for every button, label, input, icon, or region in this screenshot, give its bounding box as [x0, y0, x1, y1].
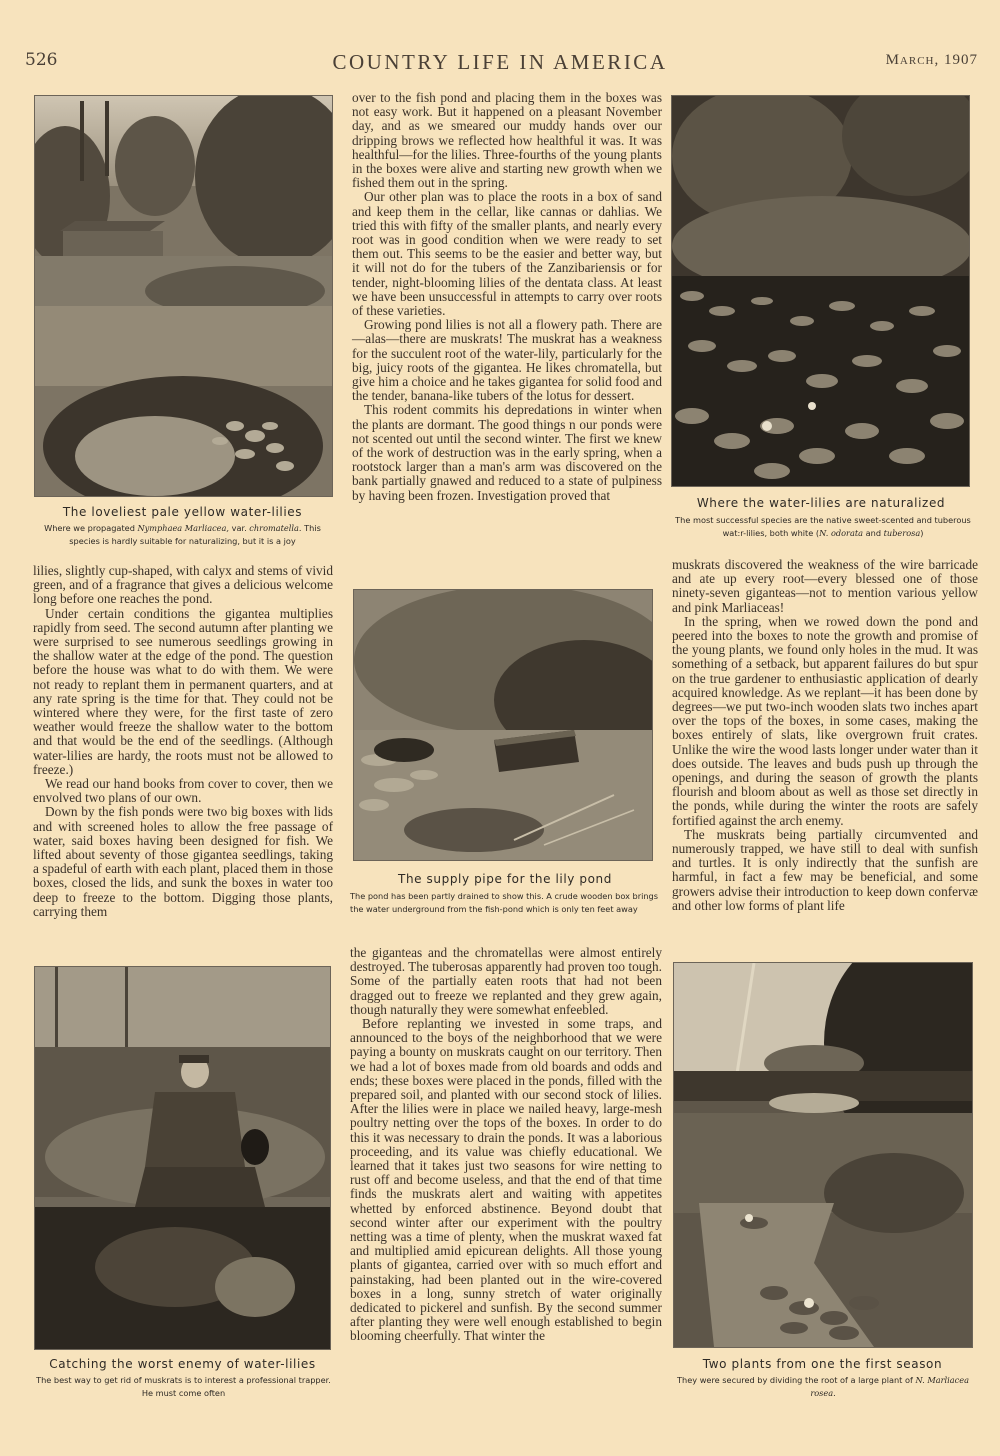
figure-caption: The best way to get rid of muskrats is to interest a professional trapper. He must come often: [36, 1375, 331, 1398]
paragraph: Under certain conditions the gigantea multiplies rapidly from seed. The second autumn after planting we were surprised to see numerous seedlings growing in the shallow water at the edge of the pond. The question before the house was what to do with them. We were not ready to replant them in permanent quarters, and at any rate spring is the time for that. They could not be wintered where they were, for the first taste of zero weather would freeze the shallow water to the bottom and that would be the end of the seedlings. (Although water-lilies are hardy, the roots must not be allowed to freeze.): [33, 605, 333, 777]
paragraph: Before replanting we invested in some traps, and announced to the boys of the neighborhood that we were paying a bounty on muskrats caught on our territory. Then we had a lot of boxes made from old boards and odds and ends; these boxes were placed in the ponds, filled with the prepared soil, and planted with our second stock of lilies. After the lilies were in place we nailed heavy, large-mesh poultry netting over the tops of the boxes. In order to do this it was necessary to drain the ponds. It was a laborious proceeding, and its value was chiefly educational. We learned that it takes just two seasons for wire netting to rust off and become useless, and that the end of that time finds the muskrats alert and waiting with appetites whetted by enforced abstinence. Beyond doubt that second winter after our experiment with the poultry netting was a time of plenty, when the muskrat waxed fat and multiplied amid epicurean delights. All those young plants of gigantea, carried over with so much effort and painstaking, had been planted out in the wire-covered boxes in a long, sunny stretch of water originally dedicated to pickerel and sunfish. By the second summer after planting they were well enough established to begin blooming cheerfully. That winter the: [350, 1016, 662, 1344]
article-column-right: [672, 558, 978, 913]
article-column-middle-bottom: [350, 946, 662, 1344]
issue-date: March, 1907: [885, 52, 978, 68]
figure-title: Catching the worst enemy of water-lilies: [49, 1357, 316, 1371]
article-column-middle-top: [352, 91, 662, 503]
paragraph: This rodent commits his depredations in winter when the plants are dormant. The good things n our ponds were not scented out until the second winter. The first we knew of the work of destruction was in the early spring, when a rootstock larger than a man's arm was discovered on the bank partially gnawed and reduced to a state of pulpiness by having been frozen. Investigation proved that: [352, 402, 662, 503]
paragraph: lilies, slightly cup-shaped, with calyx and stems of vivid green, and of a fragrance that gives a delicious welcome long before one reaches the pond.: [33, 563, 333, 607]
article-column-left: [33, 564, 333, 919]
figure-title: Where the water-lilies are naturalized: [696, 496, 946, 510]
paragraph: In the spring, when we rowed down the pond and peered into the boxes to note the growth and promise of the young plants, we found only holes in the mud. It was something of a setback, but apparent failures do but spur on the true gardener to enthusiastic application of dearly acquired knowledge. As we replant—it has been done by degrees—we put two-inch wooden slats two inches apart over the tops of the boxes, in some cases, making the boxes entirely of slats, like overgrown fruit crates. Unlike the wire the wood lasts longer under water than it does outside. The leaves and buds push up through the openings, and during the season of growth the plants flourish and bloom about as well as those set directly in the ponds, while during the winter the roots are safely fortified against the arch enemy.: [672, 613, 978, 828]
figure-caption: They were secured by dividing the root of a large plant of N. Marliacea rosea.: [677, 1375, 969, 1398]
photo-supply-pipe: [353, 589, 653, 861]
figure-caption: The pond has been partly drained to show this. A crude wooden box brings the water underground from the fish-pond which is only ten feet away: [350, 891, 659, 914]
paragraph: muskrats discovered the weakness of the wire barricade and ate up every root—every blessed one of those ninety-seven giganteas—not to mention various yellow and pink Marliaceas!: [672, 557, 978, 615]
figure-title: The loveliest pale yellow water-lilies: [62, 505, 303, 519]
paragraph: Down by the fish ponds were two big boxes with lids and with screened holes to allow the free passage of water, said boxes having been designed for fish. We lifted about seventy of those gigantea seedlings, taking a spadeful of earth with each plant, placed them in those boxes, closed the lids, and sunk the boxes in water too deep to freeze to the bottom. Digging those plants, carrying them: [33, 804, 333, 919]
paragraph: Growing pond lilies is not all a flowery path. There are—alas—there are muskrats! The muskrat has a weakness for the succulent root of the water-lily, particularly for the big, juicy roots of the gigantea. He likes chromatella, but give him a choice and he takes gigantea for solid food and the tender, banana-like tubers of the lotus for dessert.: [352, 317, 662, 404]
photo-naturalized-lilies: [671, 95, 970, 487]
page-number: 526: [25, 50, 58, 70]
paragraph: We read our hand books from cover to cover, then we envolved two plans of our own.: [33, 776, 333, 806]
photo-trapper: [34, 966, 331, 1350]
paragraph: Our other plan was to place the roots in a box of sand and keep them in the cellar, like cannas or dahlias. We tried this with fifty of the smaller plants, and nearly every root was in good condition when we were ready to set them out. This seems to be the easier and better way, but it will not do for the tubers of the Zanzibariensis or for tender, night-blooming lilies of the dentata class. At least we have been unsuccessful in attempts to carry over roots of these varieties.: [352, 189, 662, 319]
paragraph: over to the fish pond and placing them in the boxes was not easy work. But it happened on a pleasant November day, and as we smeared our muddy hands over our dripping brows we reflected how healthful it was. It was healthful—for the lilies. Three-fourths of the young plants in the boxes were alive and starting new growth when we fished them out in the spring.: [352, 90, 662, 191]
running-header: [0, 50, 1000, 80]
figure-caption: The most successful species are the native sweet-scented and tuberous wat:r-lilies, both white (N. odorata and tuberosa): [675, 515, 971, 538]
figure-title: Two plants from one the first season: [702, 1357, 943, 1371]
figure-title: The supply pipe for the lily pond: [398, 872, 612, 886]
photo-two-plants: [673, 962, 973, 1348]
paragraph: the giganteas and the chromatellas were almost entirely destroyed. The tuberosas apparently had proven too tough. Some of the partially eaten roots that had not been dragged out to freeze we replanted and they grew again, though naturally they were somewhat enfeebled.: [350, 945, 662, 1017]
figure-caption: Where we propagated Nymphaea Marliacea, var. chromatella. This species is hardly suitable for naturalizing, but it is a joy: [44, 523, 321, 546]
paragraph: The muskrats being partially circumvented and numerously trapped, we have still to deal with sunfish and turtles. It is only indirectly that the sunfish are harmful, in fact a few may be beneficial, and some growers advise their introduction to keep down confervæ and other low forms of plant life: [672, 826, 978, 913]
magazine-title: COUNTRY LIFE IN AMERICA: [332, 50, 668, 74]
photo-pond-boathouse: [34, 95, 333, 497]
